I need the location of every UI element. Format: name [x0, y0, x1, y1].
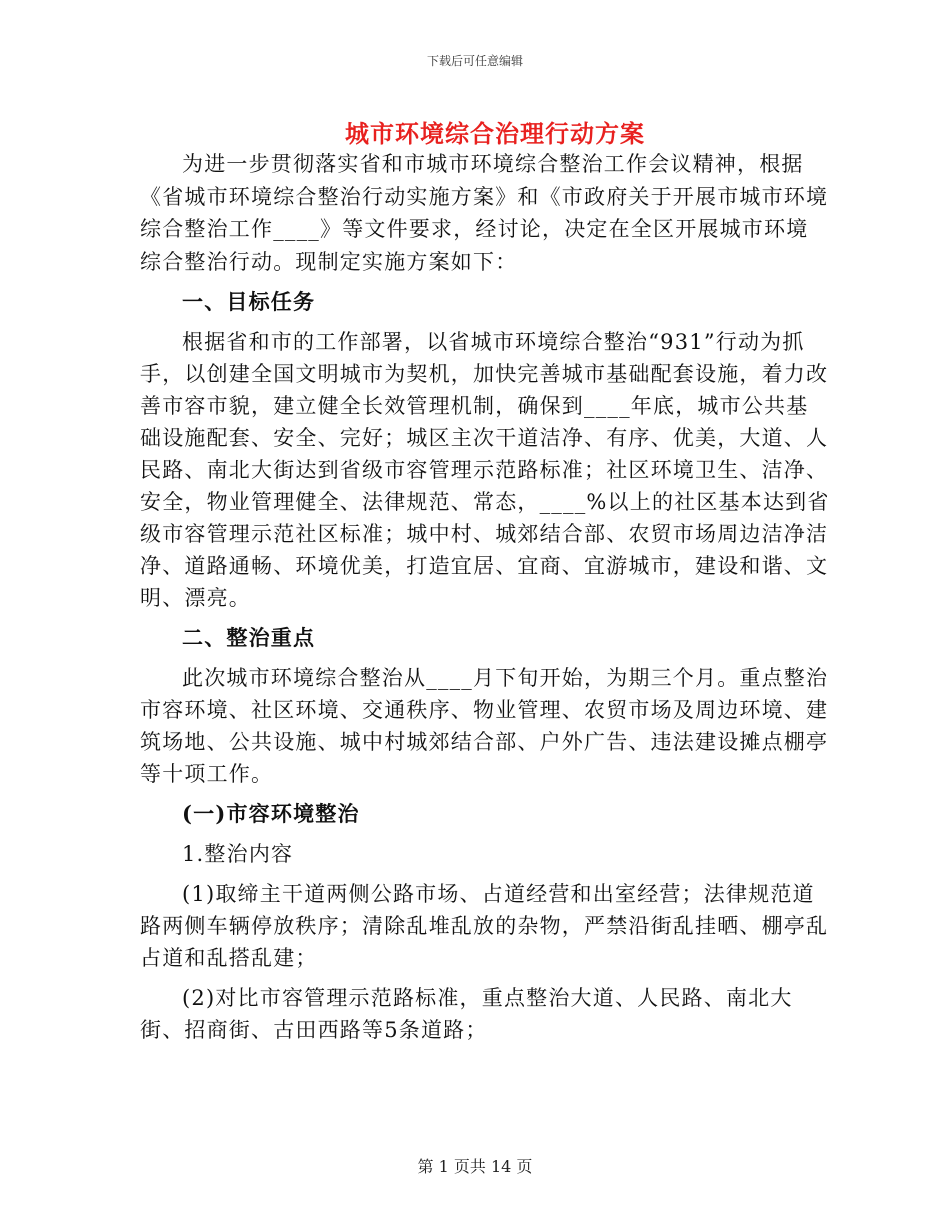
intro-paragraph: 为进一步贯彻落实省和市城市环境综合整治工作会议精神，根据《省城市环境综合整治行动实施方案》和《市政府关于开展市城市环境综合整治工作____》等文件要求，经讨论，决定在全区开展城市环境综合整治行动。现制定实施方案如下： [140, 152, 829, 274]
subsection-heading-cityscape: (一)市容环境整治 [182, 801, 360, 826]
item-1-2: (2)对比市容管理示范路标准，重点整治大道、人民路、南北大街、招商街、古田西路等5条道路； [140, 986, 793, 1042]
focus-paragraph: 此次城市环境综合整治从____月下旬开始，为期三个月。重点整治市容环境、社区环境、交通秩序、物业管理、农贸市场及周边环境、建筑场地、公共设施、城中村城郊结合部、户外广告、违法建设摊点棚亭等十项工作。 [140, 666, 829, 786]
document-body [140, 148, 830, 1054]
page-footer: 第 1 页共 14 页 [417, 1157, 533, 1176]
section-heading-goals: 一、目标任务 [182, 289, 316, 314]
section-heading-focus: 二、整治重点 [182, 625, 316, 650]
header-note: 下载后可任意编辑 [426, 54, 523, 68]
goals-paragraph: 根据省和市的工作部署，以省城市环境综合整治“931”行动为抓手，以创建全国文明城市为契机，加快完善城市基础配套设施，着力改善市容市貌，建立健全长效管理机制，确保到____年底，城市公共基础设施配套、安全、完好；城区主次干道洁净、有序、优美，大道、人民路、南北大街达到省级市容管理示范路标准；社区环境卫生、洁净、安全，物业管理健全、法律规范、常态，____%以上的社区基本达到省级市容管理示范社区标准；城中村、城郊结合部、农贸市场周边洁净洁净、道路通畅、环境优美，打造宜居、宜商、宜游城市，建设和谐、文明、漂亮。 [140, 330, 830, 610]
document-title: 城市环境综合治理行动方案 [345, 119, 645, 148]
item-label-content: 1.整治内容 [182, 842, 294, 866]
item-1-1: (1)取缔主干道两侧公路市场、占道经营和出室经营；法律规范道路两侧车辆停放秩序；清除乱堆乱放的杂物，严禁沿街乱挂晒、棚亭乱占道和乱搭乱建； [140, 882, 829, 970]
